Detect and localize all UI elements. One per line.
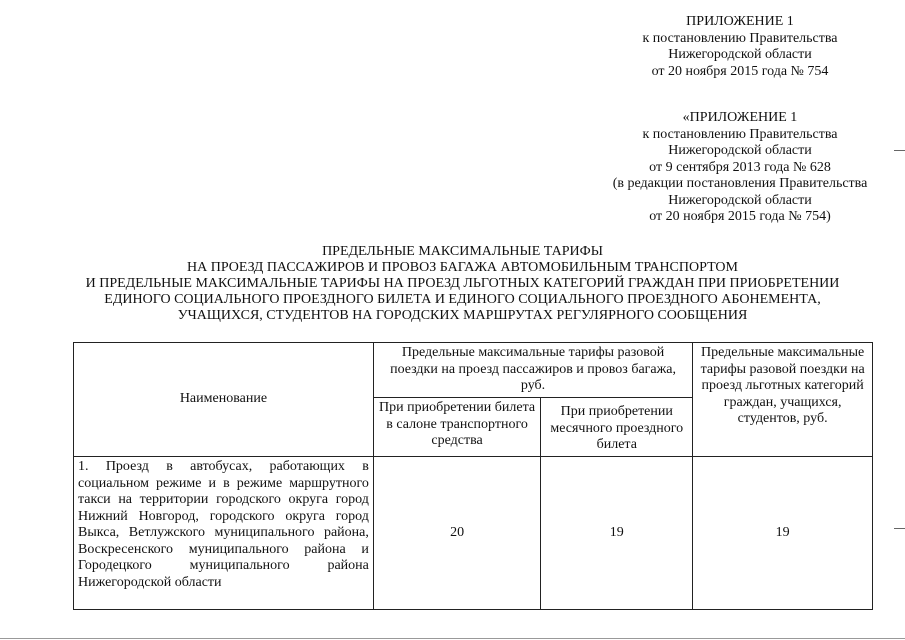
appendix-line: Нижегородской области xyxy=(668,143,812,158)
header-name: Наименование xyxy=(74,343,374,457)
row-monthly-price: 19 xyxy=(541,457,693,610)
appendix-line: (в редакции постановления Правительства xyxy=(612,176,868,191)
appendix-original-header xyxy=(600,110,880,226)
row-benefit-price: 19 xyxy=(693,457,873,610)
document-title xyxy=(40,244,885,324)
appendix-line: «ПРИЛОЖЕНИЕ 1 xyxy=(682,110,798,125)
header-salon: При приобретении билета в салоне транспортного средства xyxy=(373,398,540,457)
header-monthly: При приобретении месячного проездного билета xyxy=(541,398,693,457)
title-line: НА ПРОЕЗД ПАССАЖИРОВ И ПРОВОЗ БАГАЖА АВТОМОБИЛЬНЫМ ТРАНСПОРТОМ xyxy=(186,260,738,275)
page-edge-mark xyxy=(894,528,905,529)
appendix-line: к постановлению Правительства xyxy=(642,30,838,46)
page-edge-mark xyxy=(894,150,905,151)
title-line: ЕДИНОГО СОЦИАЛЬНОГО ПРОЕЗДНОГО БИЛЕТА И ЕДИНОГО СОЦИАЛЬНОГО ПРОЕЗДНОГО АБОНЕМЕНТА, xyxy=(104,292,821,307)
header-group: Предельные максимальные тарифы разовой поездки на проезд пассажиров и провоз багажа, руб. xyxy=(373,343,692,398)
header-benefit: Предельные максимальные тарифы разовой поездки на проезд льготных категорий граждан, учащихся, студентов, руб. xyxy=(693,343,873,457)
tariff-table xyxy=(73,342,873,610)
table-header-row xyxy=(74,343,873,398)
row-name: 1. Проезд в автобусах, работающих в социальном режиме и в режиме маршрутного такси на территории городского округа город Нижний Новгород, городского округа город Выкса, Ветлужского муниципального района, Воскресенского муниципального района и Городецкого муниципального района Нижегородской области xyxy=(74,457,374,610)
title-line: ПРЕДЕЛЬНЫЕ МАКСИМАЛЬНЫЕ ТАРИФЫ xyxy=(322,244,603,259)
appendix-line: Нижегородской области xyxy=(668,47,812,62)
page-bottom-edge xyxy=(0,638,905,639)
appendix-line: от 20 ноября 2015 года № 754 xyxy=(651,63,829,79)
appendix-line: ПРИЛОЖЕНИЕ 1 xyxy=(686,14,794,29)
title-line: УЧАЩИХСЯ, СТУДЕНТОВ НА ГОРОДСКИХ МАРШРУТАХ РЕГУЛЯРНОГО СООБЩЕНИЯ xyxy=(177,308,748,323)
appendix-line: от 9 сентября 2013 года № 628 xyxy=(649,159,831,175)
appendix-line: Нижегородской области xyxy=(668,192,812,208)
appendix-line: к постановлению Правительства xyxy=(642,126,838,142)
title-line: И ПРЕДЕЛЬНЫЕ МАКСИМАЛЬНЫЕ ТАРИФЫ НА ПРОЕЗД ЛЬГОТНЫХ КАТЕГОРИЙ ГРАЖДАН ПРИ ПРИОБРЕТЕНИИ xyxy=(85,276,840,291)
appendix-line: от 20 ноября 2015 года № 754) xyxy=(649,209,831,224)
table-row xyxy=(74,457,873,610)
row-salon-price: 20 xyxy=(373,457,540,610)
appendix-header xyxy=(600,14,880,80)
